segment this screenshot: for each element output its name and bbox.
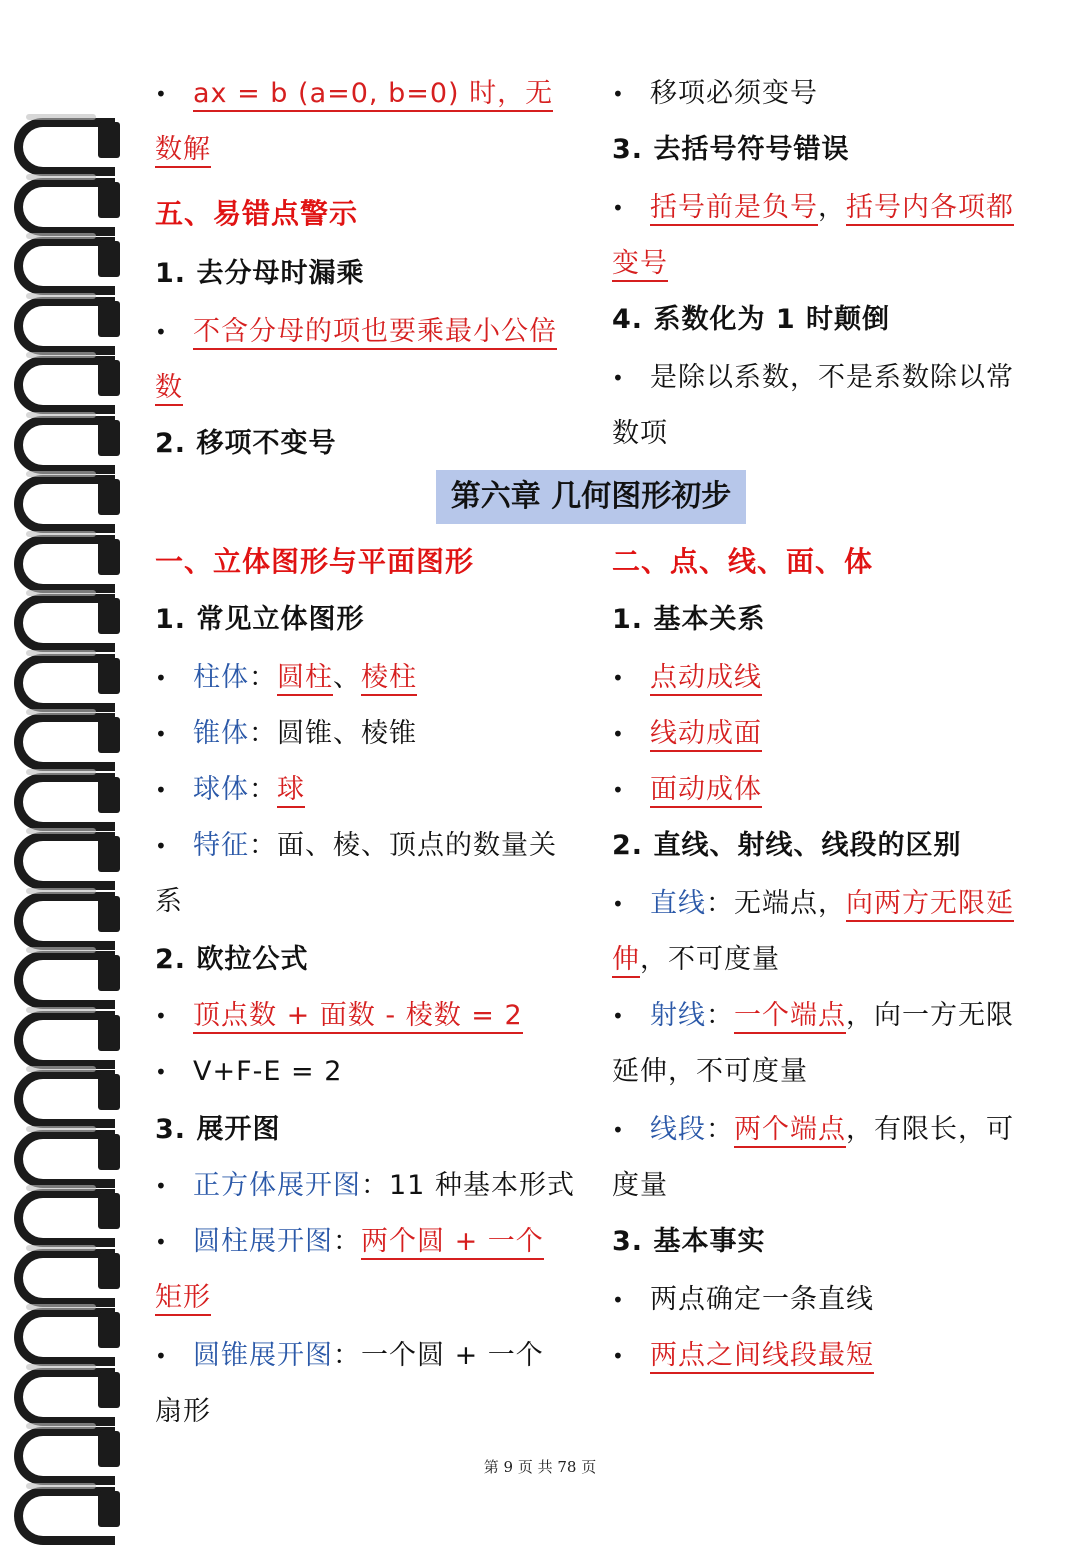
- list-item-continued: 扇形: [155, 1396, 211, 1427]
- list-item: • 移项必须变号: [612, 74, 818, 114]
- list-item: • 顶点数 + 面数 - 棱数 = 2: [155, 996, 523, 1036]
- list-item: • 线动成面: [612, 714, 762, 754]
- list-item: • 射线：一个端点，向一方无限: [612, 996, 1014, 1036]
- list-item-continued: 伸，不可度量: [612, 940, 780, 980]
- section-heading: 五、易错点警示: [155, 197, 359, 230]
- list-item: • 是除以系数，不是系数除以常: [612, 358, 1014, 398]
- spiral-ring: [8, 350, 120, 406]
- spiral-ring: [8, 1183, 120, 1239]
- subheading: 2. 欧拉公式: [155, 944, 309, 975]
- spiral-ring: [8, 1124, 120, 1180]
- list-item: • 线段：两个端点，有限长，可: [612, 1110, 1014, 1150]
- list-item: • 柱体：圆柱、棱柱: [155, 658, 417, 698]
- chapter-title: 第六章 几何图形初步: [436, 470, 746, 524]
- spiral-ring: [8, 1005, 120, 1061]
- list-item: • 不含分母的项也要乘最小公倍: [155, 312, 557, 352]
- spiral-ring: [8, 469, 120, 525]
- subheading: 1. 去分母时漏乘: [155, 258, 365, 289]
- list-item: • 圆柱展开图：两个圆 + 一个: [155, 1222, 544, 1262]
- list-item: • V+F-E = 2: [155, 1052, 342, 1092]
- list-item: • 特征：面、棱、顶点的数量关: [155, 826, 557, 866]
- spiral-binding: [0, 50, 140, 1490]
- subheading: 2. 直线、射线、线段的区别: [612, 830, 962, 861]
- list-item-continued: 矩形: [155, 1278, 211, 1318]
- list-item: • 两点之间线段最短: [612, 1336, 874, 1376]
- subheading: 3. 展开图: [155, 1114, 281, 1145]
- list-item-continued: 数解: [155, 130, 211, 170]
- spiral-ring: [8, 826, 120, 882]
- list-item: • 圆锥展开图：一个圆 + 一个: [155, 1336, 544, 1376]
- spiral-ring: [8, 1243, 120, 1299]
- list-item-continued: 系: [155, 886, 183, 917]
- spiral-ring: [8, 291, 120, 347]
- spiral-ring: [8, 648, 120, 704]
- list-item: • 直线：无端点，向两方无限延: [612, 884, 1014, 924]
- subheading: 1. 常见立体图形: [155, 604, 365, 635]
- spiral-ring: [8, 112, 120, 168]
- list-item: • 球体：球: [155, 770, 305, 810]
- spiral-ring: [8, 588, 120, 644]
- list-item: • 两点确定一条直线: [612, 1280, 874, 1320]
- list-item-continued: 数项: [612, 418, 668, 449]
- list-item-continued: 度量: [612, 1170, 668, 1201]
- list-item-continued: 延伸，不可度量: [612, 1056, 808, 1087]
- spiral-ring: [8, 767, 120, 823]
- spiral-ring: [8, 1064, 120, 1120]
- list-item: • 括号前是负号，括号内各项都: [612, 188, 1014, 228]
- subheading: 3. 去括号符号错误: [612, 134, 850, 165]
- list-item: • 正方体展开图：11 种基本形式: [155, 1166, 575, 1206]
- spiral-ring: [8, 231, 120, 287]
- section-heading: 一、立体图形与平面图形: [155, 545, 475, 578]
- list-item: • 锥体：圆锥、棱锥: [155, 714, 417, 754]
- spiral-ring: [8, 707, 120, 763]
- spiral-ring: [8, 886, 120, 942]
- list-item: • 面动成体: [612, 770, 762, 810]
- spiral-ring: [8, 410, 120, 466]
- list-item: • ax = b (a=0, b=0) 时，无: [155, 74, 553, 114]
- subheading: 4. 系数化为 1 时颠倒: [612, 304, 891, 335]
- spiral-ring: [8, 1362, 120, 1418]
- spiral-ring: [8, 1481, 120, 1537]
- spiral-ring: [8, 945, 120, 1001]
- subheading: 2. 移项不变号: [155, 428, 337, 459]
- section-heading: 二、点、线、面、体: [612, 545, 874, 578]
- list-item-continued: 变号: [612, 244, 668, 284]
- subheading: 3. 基本事实: [612, 1226, 766, 1257]
- spiral-ring: [8, 529, 120, 585]
- list-item-continued: 数: [155, 368, 183, 408]
- spiral-ring: [8, 1302, 120, 1358]
- list-item: • 点动成线: [612, 658, 762, 698]
- page-footer: 第 9 页 共 78 页: [483, 1458, 597, 1476]
- spiral-ring: [8, 172, 120, 228]
- subheading: 1. 基本关系: [612, 604, 766, 635]
